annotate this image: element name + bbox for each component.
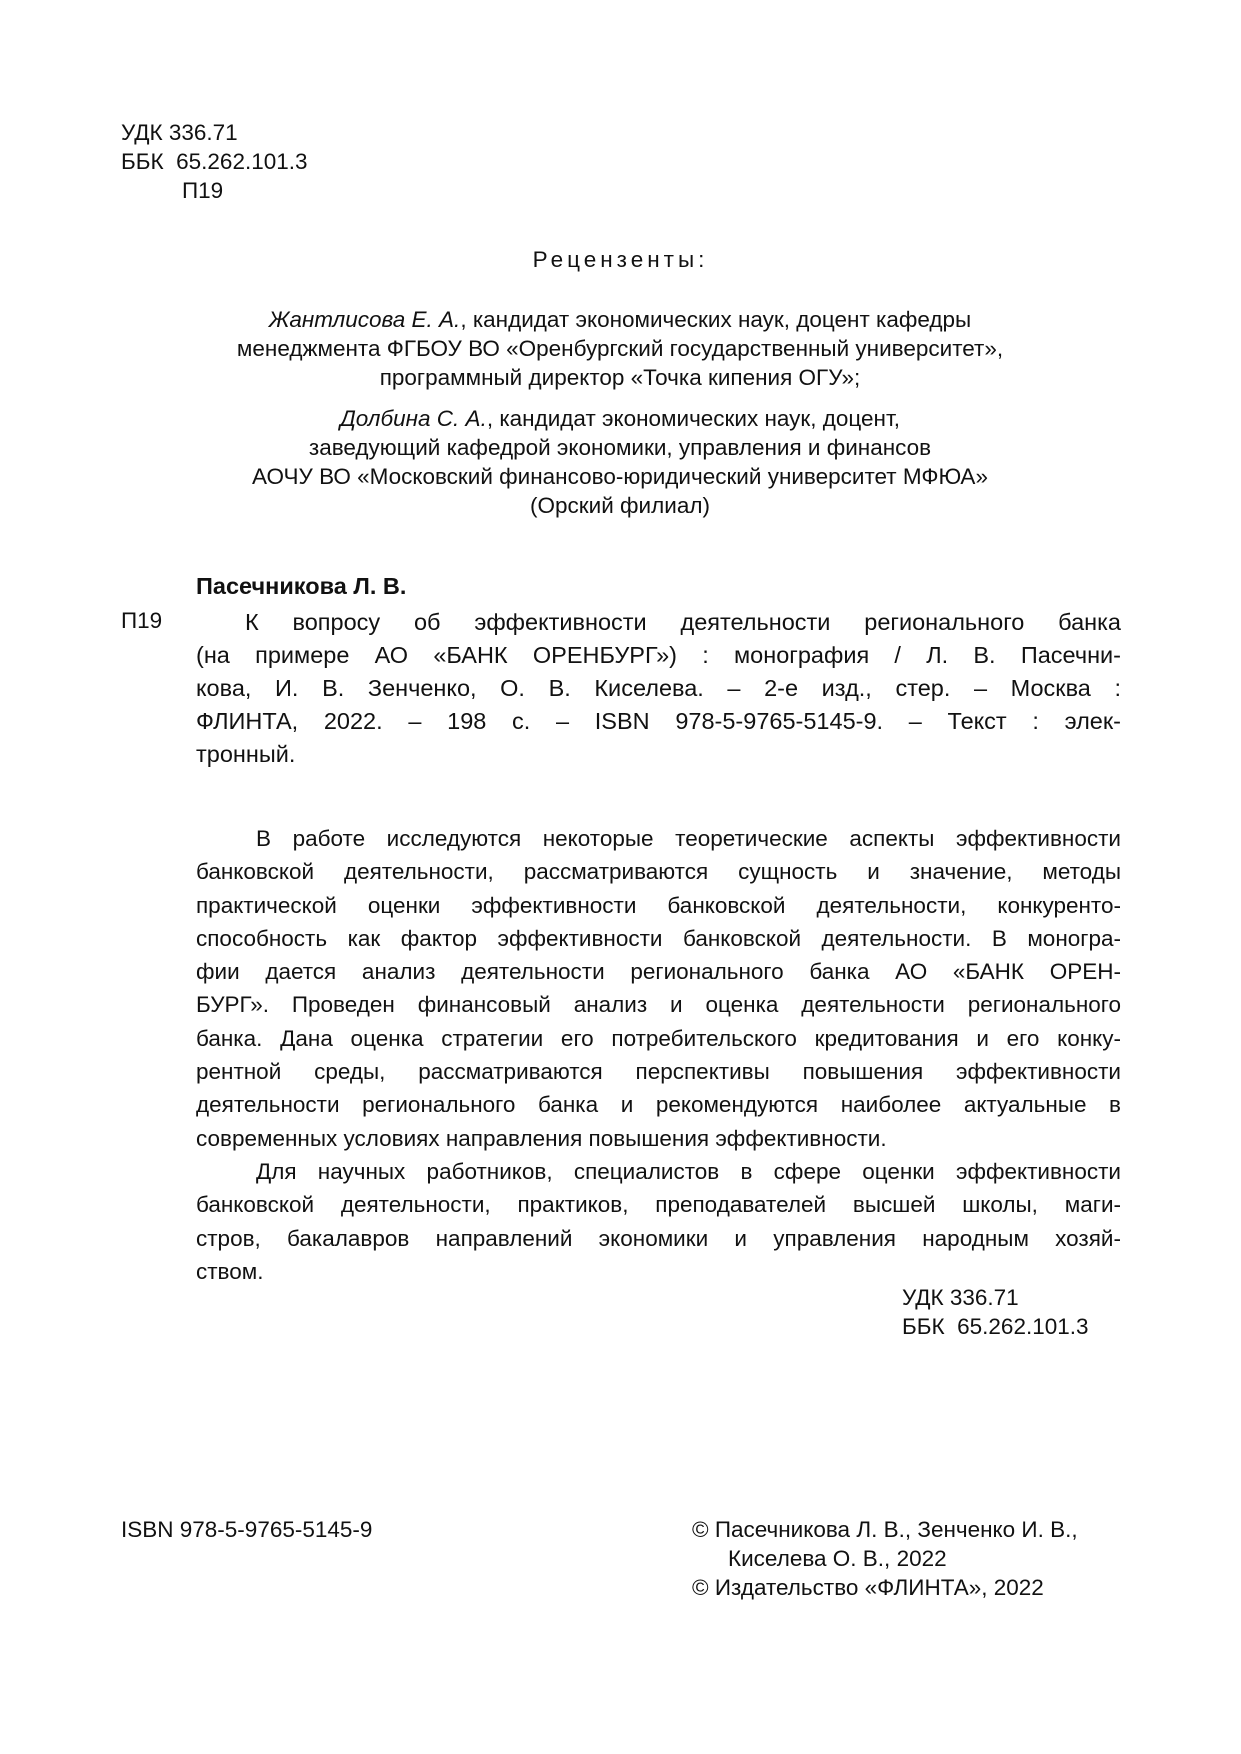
annotation-line: БУРГ». Проведен финансовый анализ и оценка деятельности регионального	[196, 992, 1121, 1018]
annotation-line: рентной среды, рассматриваются перспективы повышения эффективности	[196, 1059, 1121, 1085]
bibliographic-description	[196, 606, 1121, 771]
bibliographic-line: кова, И. В. Зенченко, О. В. Киселева. – 2-е изд., стер. – Москва :	[196, 675, 1121, 701]
isbn: ISBN 978-5-9765-5145-9	[121, 1517, 373, 1542]
copyright-block	[692, 1515, 1078, 1602]
reviewer-block	[170, 305, 1070, 392]
reviewer-title: , кандидат экономических наук, доцент,	[486, 406, 901, 431]
reviewer-position: программный директор «Точка кипения ОГУ»;	[379, 365, 861, 390]
bibliographic-line: ФЛИНТА, 2022. – 198 с. – ISBN 978-5-9765-5145-9. – Текст : элек-	[196, 708, 1121, 734]
reviewer-position: заведующий кафедрой экономики, управления и финансов	[308, 435, 932, 460]
annotation	[196, 822, 1121, 1288]
annotation-line: способность как фактор эффективности банковской деятельности. В моногра-	[196, 925, 1121, 951]
reviewer-name: Жантлисова Е. А.	[268, 307, 461, 332]
annotation-line: ством.	[196, 1258, 264, 1284]
annotation-line: фии дается анализ деятельности регионального банка АО «БАНК ОРЕН-	[196, 959, 1121, 985]
bibliographic-line: К вопросу об эффективности деятельности регионального банка	[245, 609, 1121, 635]
annotation-line: банковской деятельности, рассматриваются сущность и значение, методы	[196, 859, 1121, 885]
copyright-authors: © Пасечникова Л. В., Зенченко И. В.,	[692, 1517, 1078, 1542]
annotation-line: деятельности регионального банка и рекомендуются наиболее актуальные в	[196, 1092, 1121, 1118]
annotation-line: банковской деятельности, практиков, преподавателей высшей школы, маги-	[196, 1192, 1121, 1218]
reviewer-block	[170, 404, 1070, 520]
annotation-line: В работе исследуются некоторые теоретические аспекты эффективности	[256, 826, 1121, 851]
reviewer-name: Долбина С. А.	[339, 406, 487, 431]
udk-code: УДК 336.71	[121, 120, 238, 145]
classification-block-top	[121, 118, 308, 205]
bibliographic-line: тронный.	[196, 741, 296, 767]
reviewer-branch: (Орский филиал)	[530, 493, 710, 518]
entry-author-sign: П19	[121, 608, 163, 633]
annotation-line: современных условиях направления повышения эффективности.	[196, 1125, 887, 1151]
annotation-line: стров, бакалавров направлений экономики и управления народным хозяй-	[196, 1225, 1121, 1251]
reviewers-heading: Рецензенты:	[532, 247, 709, 272]
annotation-line: практической оценки эффективности банковской деятельности, конкуренто-	[196, 892, 1121, 918]
reviewer-affiliation: АОЧУ ВО «Московский финансово-юридический университет МФЮА»	[252, 464, 988, 489]
reviewer-affiliation: менеджмента ФГБОУ ВО «Оренбургский государственный университет»,	[236, 336, 1004, 361]
udk-code: УДК 336.71	[902, 1285, 1019, 1310]
copyright-publisher: © Издательство «ФЛИНТА», 2022	[692, 1575, 1044, 1600]
bbk-code: ББК 65.262.101.3	[121, 149, 308, 174]
copyright-authors-continued: Киселева О. В., 2022	[728, 1546, 947, 1571]
entry-author: Пасечникова Л. В.	[196, 573, 407, 599]
author-sign-code: П19	[182, 178, 224, 203]
reviewer-title: , кандидат экономических наук, доцент кафедры	[460, 307, 972, 332]
bbk-code: ББК 65.262.101.3	[902, 1314, 1089, 1339]
classification-block-bottom	[902, 1283, 1089, 1341]
annotation-line: банка. Дана оценка стратегии его потребительского кредитования и его конку-	[196, 1025, 1121, 1051]
bibliographic-line: (на примере АО «БАНК ОРЕНБУРГ») : монография / Л. В. Пасечни-	[196, 642, 1121, 668]
annotation-line: Для научных работников, специалистов в сфере оценки эффективности	[256, 1158, 1121, 1184]
